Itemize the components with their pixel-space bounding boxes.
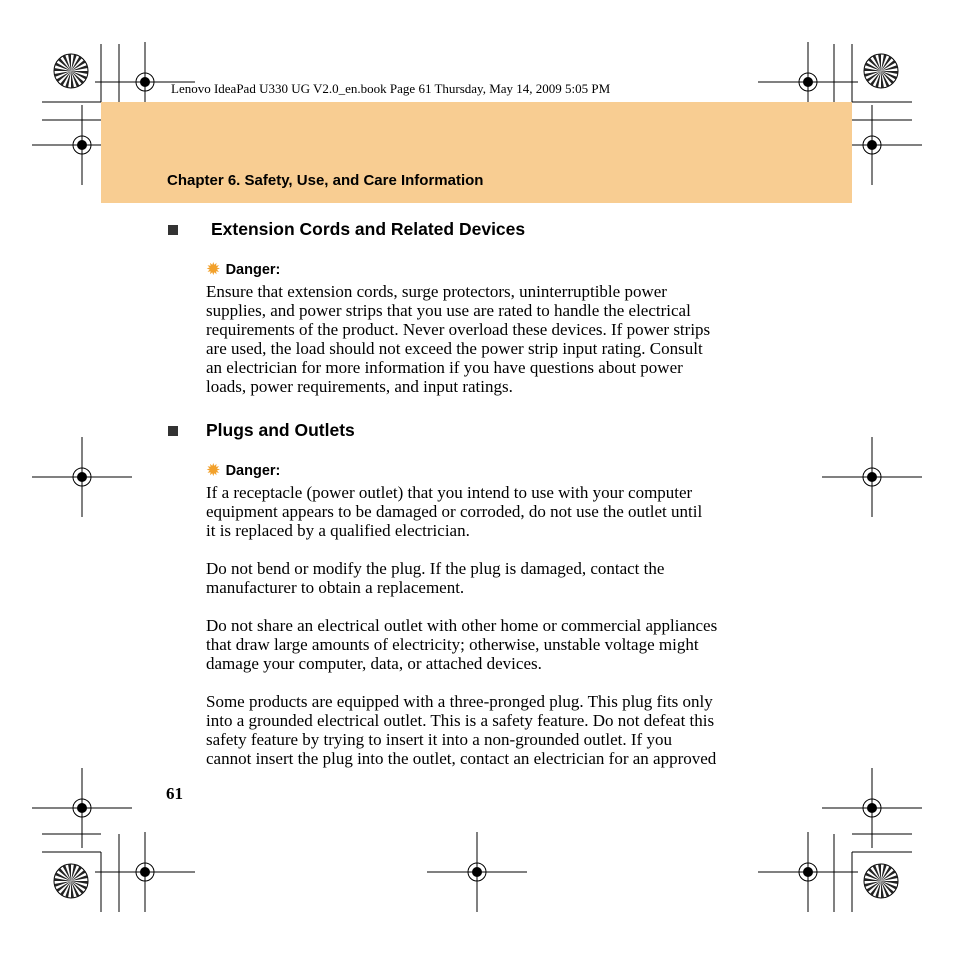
danger-label — [207, 260, 280, 278]
text-line: are used, the load should not exceed the power strip input rating. Consult — [206, 339, 703, 358]
star-target-icon — [54, 54, 88, 88]
text-line: loads, power requirements, and input ratings. — [206, 377, 513, 396]
text-line: an electrician for more information if you have questions about power — [206, 358, 683, 377]
danger-star-icon: ✹ — [207, 462, 220, 479]
text-line: safety feature by trying to insert it into a non-grounded outlet. If you — [206, 730, 672, 749]
star-target-icon — [864, 54, 898, 88]
danger-label-text: Danger: — [225, 262, 281, 278]
book-slug-line: Lenovo IdeaPad U330 UG V2.0_en.book Page 61 Thursday, May 14, 2009 5:05 PM — [171, 81, 611, 96]
text-line: Ensure that extension cords, surge protectors, uninterruptible power — [206, 282, 667, 301]
text-line: requirements of the product. Never overload these devices. If power strips — [206, 320, 711, 339]
text-line: cannot insert the plug into the outlet, contact an electrician for an approved — [206, 749, 717, 768]
section-heading-extension-cords: Extension Cords and Related Devices — [211, 219, 526, 239]
text-line: Do not share an electrical outlet with other home or commercial appliances — [206, 616, 718, 635]
danger-label — [207, 461, 280, 479]
star-target-icon — [54, 864, 88, 898]
danger-label-text: Danger: — [225, 463, 281, 479]
page-number: 61 — [166, 784, 183, 803]
registration-mark-icon — [822, 437, 922, 517]
text-line: Some products are equipped with a three-pronged plug. This plug fits only — [206, 692, 713, 711]
square-bullet-icon — [168, 426, 178, 436]
danger-star-icon: ✹ — [207, 261, 220, 278]
paragraph — [206, 559, 664, 597]
square-bullet-icon — [168, 225, 178, 235]
paragraph — [206, 692, 716, 768]
registration-mark-icon — [95, 832, 195, 912]
text-line: into a grounded electrical outlet. This is a safety feature. Do not defeat this — [206, 711, 715, 730]
registration-mark-icon — [32, 437, 132, 517]
section-heading-plugs-outlets: Plugs and Outlets — [206, 420, 355, 440]
paragraph — [206, 616, 717, 673]
text-line: manufacturer to obtain a replacement. — [206, 578, 465, 597]
text-line: If a receptacle (power outlet) that you intend to use with your computer — [206, 483, 693, 502]
text-line: supplies, and power strips that you use are rated to handle the electrical — [206, 301, 691, 320]
registration-mark-icon — [822, 768, 922, 848]
text-line: it is replaced by a qualified electrician. — [206, 521, 470, 540]
paragraph — [206, 282, 710, 396]
registration-mark-icon — [32, 768, 132, 848]
text-line: equipment appears to be damaged or corroded, do not use the outlet until — [206, 502, 703, 521]
registration-mark-icon — [758, 832, 858, 912]
registration-mark-icon — [427, 832, 527, 912]
text-line: damage your computer, data, or attached devices. — [206, 654, 542, 673]
chapter-title: Chapter 6. Safety, Use, and Care Information — [167, 172, 484, 189]
star-target-icon — [864, 864, 898, 898]
text-line: that draw large amounts of electricity; otherwise, unstable voltage might — [206, 635, 699, 654]
paragraph — [206, 483, 702, 540]
text-line: Do not bend or modify the plug. If the plug is damaged, contact the — [206, 559, 665, 578]
